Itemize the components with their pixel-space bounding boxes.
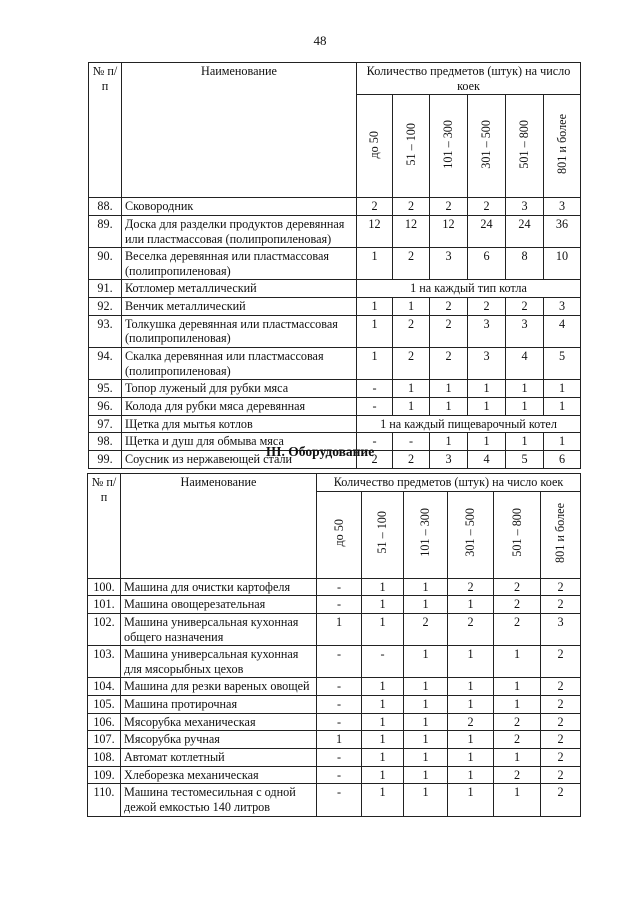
row-name: Машина тестомесильная с одной дежой емкостью 140 литров — [121, 784, 317, 816]
row-value: 2 — [494, 613, 541, 645]
row-value: 1 — [404, 646, 448, 678]
row-value: 1 — [393, 397, 430, 415]
table-row — [88, 749, 581, 767]
row-value: 1 — [404, 749, 448, 767]
row-value: 1 — [357, 298, 393, 316]
row-name: Венчик металлический — [122, 298, 357, 316]
row-value: 2 — [468, 198, 506, 216]
row-name: Автомат котлетный — [121, 749, 317, 767]
header-col-label: 101 – 300 — [418, 508, 433, 558]
row-number: 104. — [88, 678, 121, 696]
row-value: - — [357, 433, 393, 451]
row-number: 93. — [89, 315, 122, 347]
row-name: Мясорубка механическая — [121, 713, 317, 731]
row-value: 1 — [448, 766, 494, 784]
row-value: 1 — [448, 749, 494, 767]
row-value: 1 — [404, 578, 448, 596]
header-col — [506, 95, 544, 198]
row-value: 1 — [404, 678, 448, 696]
row-value: - — [317, 596, 362, 614]
table-row — [88, 731, 581, 749]
header-col-label: 301 – 500 — [463, 508, 478, 558]
row-value: 4 — [468, 450, 506, 468]
row-number: 89. — [89, 215, 122, 247]
row-value: 1 — [393, 298, 430, 316]
table-row — [88, 713, 581, 731]
row-value: 2 — [494, 596, 541, 614]
header-col-label: 501 – 800 — [517, 120, 532, 169]
header-col — [494, 491, 541, 578]
row-number: 91. — [89, 280, 122, 298]
row-value: - — [317, 784, 362, 816]
row-value: 1 — [317, 731, 362, 749]
row-value: 2 — [430, 348, 468, 380]
header-name: Наименование — [122, 63, 357, 198]
row-value: 2 — [448, 578, 494, 596]
table-row — [89, 415, 581, 433]
row-name: Веселка деревянная или пластмассовая (полипропиленовая) — [122, 248, 357, 280]
row-value: 2 — [494, 713, 541, 731]
row-value: 1 — [468, 380, 506, 398]
row-value: 2 — [541, 678, 581, 696]
row-value: 2 — [541, 713, 581, 731]
row-value: 10 — [544, 248, 581, 280]
row-value: 2 — [541, 731, 581, 749]
row-value: 2 — [393, 315, 430, 347]
row-value: 2 — [357, 450, 393, 468]
row-value: 1 — [494, 784, 541, 816]
row-number: 106. — [88, 713, 121, 731]
row-value: 1 — [430, 397, 468, 415]
row-number: 90. — [89, 248, 122, 280]
row-value: 3 — [468, 348, 506, 380]
row-value: 1 — [544, 433, 581, 451]
kitchen-utensils-table — [88, 62, 581, 469]
row-value: 12 — [357, 215, 393, 247]
table-row — [88, 613, 581, 645]
row-value: 1 — [494, 646, 541, 678]
row-value: 1 — [448, 678, 494, 696]
row-value: 5 — [506, 450, 544, 468]
row-number: 100. — [88, 578, 121, 596]
row-value: 12 — [430, 215, 468, 247]
row-value: 3 — [506, 198, 544, 216]
row-value: 2 — [357, 198, 393, 216]
row-value: 8 — [506, 248, 544, 280]
row-number: 105. — [88, 696, 121, 714]
table-row — [89, 397, 581, 415]
table-row — [89, 348, 581, 380]
row-value: 1 — [494, 678, 541, 696]
row-value: 4 — [506, 348, 544, 380]
row-value: - — [317, 713, 362, 731]
row-name: Машина для очистки картофеля — [121, 578, 317, 596]
row-value: 2 — [494, 766, 541, 784]
row-value: - — [362, 646, 404, 678]
row-value: 1 — [544, 397, 581, 415]
row-span-value: 1 на каждый пищеварочный котел — [357, 415, 581, 433]
header-col — [404, 491, 448, 578]
row-value: 1 — [404, 731, 448, 749]
row-value: 2 — [393, 450, 430, 468]
header-col-label: 301 – 500 — [479, 120, 494, 169]
row-value: 1 — [404, 696, 448, 714]
row-value: 36 — [544, 215, 581, 247]
header-col — [430, 95, 468, 198]
header-col — [468, 95, 506, 198]
row-value: - — [357, 380, 393, 398]
row-value: - — [317, 696, 362, 714]
table-row — [89, 215, 581, 247]
row-number: 107. — [88, 731, 121, 749]
header-col-label: 801 и более — [553, 502, 568, 563]
equipment-table — [87, 473, 581, 817]
row-name: Хлеборезка механическая — [121, 766, 317, 784]
row-number: 96. — [89, 397, 122, 415]
row-value: 1 — [362, 749, 404, 767]
row-value: 2 — [541, 749, 581, 767]
header-qty: Количество предметов (штук) на число коек — [357, 63, 581, 95]
table-row — [88, 784, 581, 816]
row-name: Машина универсальная кухонная для мясорыбных цехов — [121, 646, 317, 678]
row-number: 102. — [88, 613, 121, 645]
row-value: 2 — [541, 596, 581, 614]
row-value: - — [317, 766, 362, 784]
row-value: 2 — [430, 315, 468, 347]
row-value: 1 — [506, 433, 544, 451]
row-value: - — [317, 749, 362, 767]
row-value: 3 — [544, 198, 581, 216]
row-name: Скалка деревянная или пластмассовая (полипропиленовая) — [122, 348, 357, 380]
row-name: Толкушка деревянная или пластмассовая (полипропиленовая) — [122, 315, 357, 347]
row-value: 2 — [468, 298, 506, 316]
row-value: 2 — [541, 578, 581, 596]
header-name: Наименование — [121, 474, 317, 579]
row-value: 1 — [357, 315, 393, 347]
page-number: 48 — [313, 33, 327, 48]
row-value: 1 — [362, 784, 404, 816]
row-name: Мясорубка ручная — [121, 731, 317, 749]
row-value: 2 — [541, 784, 581, 816]
section-title: III. Оборудование — [265, 444, 375, 459]
row-value: - — [357, 397, 393, 415]
row-name: Сковородник — [122, 198, 357, 216]
row-name: Машина протирочная — [121, 696, 317, 714]
row-value: - — [317, 578, 362, 596]
row-name: Топор луженый для рубки мяса — [122, 380, 357, 398]
row-value: 3 — [430, 450, 468, 468]
row-value: 3 — [506, 315, 544, 347]
row-value: 2 — [393, 348, 430, 380]
row-number: 103. — [88, 646, 121, 678]
row-value: 2 — [494, 578, 541, 596]
row-value: 12 — [393, 215, 430, 247]
row-value: 5 — [544, 348, 581, 380]
row-value: 2 — [393, 248, 430, 280]
table-row — [88, 696, 581, 714]
row-name: Доска для разделки продуктов деревянная или пластмассовая (полипропиленовая) — [122, 215, 357, 247]
header-num: № п/п — [88, 474, 121, 579]
header-col — [544, 95, 581, 198]
row-value: 1 — [404, 596, 448, 614]
row-value: 1 — [506, 380, 544, 398]
row-value: 1 — [404, 713, 448, 731]
row-name: Машина для резки вареных овощей — [121, 678, 317, 696]
row-value: 2 — [448, 613, 494, 645]
table-row — [89, 248, 581, 280]
row-value: 3 — [430, 248, 468, 280]
row-value: 6 — [544, 450, 581, 468]
row-value: 2 — [506, 298, 544, 316]
row-value: 1 — [430, 380, 468, 398]
row-value: 1 — [362, 766, 404, 784]
row-value: 1 — [448, 646, 494, 678]
header-col — [541, 491, 581, 578]
row-value: 2 — [404, 613, 448, 645]
table-row — [89, 198, 581, 216]
row-value: 1 — [362, 613, 404, 645]
row-value: 3 — [544, 298, 581, 316]
row-number: 108. — [88, 749, 121, 767]
row-number: 95. — [89, 380, 122, 398]
row-value: 3 — [468, 315, 506, 347]
row-value: 1 — [357, 348, 393, 380]
row-number: 88. — [89, 198, 122, 216]
row-name: Машина овощерезательная — [121, 596, 317, 614]
row-value: 1 — [494, 696, 541, 714]
header-col — [362, 491, 404, 578]
row-span-value: 1 на каждый тип котла — [357, 280, 581, 298]
row-value: 1 — [404, 784, 448, 816]
header-col-label: 501 – 800 — [509, 508, 524, 558]
row-name: Щетка и душ для обмыва мяса — [122, 433, 357, 451]
row-name: Котломер металлический — [122, 280, 357, 298]
row-number: 110. — [88, 784, 121, 816]
header-col — [317, 491, 362, 578]
row-number: 101. — [88, 596, 121, 614]
row-number: 94. — [89, 348, 122, 380]
header-col-label: 101 – 300 — [441, 120, 456, 169]
header-qty: Количество предметов (штук) на число коек — [317, 474, 581, 492]
row-value: 2 — [430, 198, 468, 216]
row-value: 1 — [393, 380, 430, 398]
header-col — [393, 95, 430, 198]
header-col — [357, 95, 393, 198]
table-row — [89, 315, 581, 347]
row-value: 1 — [362, 696, 404, 714]
row-name: Машина универсальная кухонная общего назначения — [121, 613, 317, 645]
row-number: 99. — [89, 450, 122, 468]
row-number: 109. — [88, 766, 121, 784]
row-value: 1 — [468, 433, 506, 451]
row-name: Соусник из нержавеющей стали — [122, 450, 357, 468]
row-value: 2 — [541, 766, 581, 784]
header-col-label: 51 – 100 — [375, 511, 390, 555]
header-col-label: до 50 — [331, 519, 346, 547]
row-value: 4 — [544, 315, 581, 347]
row-value: 1 — [430, 433, 468, 451]
row-number: 98. — [89, 433, 122, 451]
table-row — [88, 766, 581, 784]
header-col-label: 51 – 100 — [403, 123, 418, 166]
table-row — [88, 678, 581, 696]
row-value: 2 — [541, 646, 581, 678]
row-value: 1 — [362, 678, 404, 696]
header-num: № п/п — [89, 63, 122, 198]
row-value: 1 — [468, 397, 506, 415]
row-value: - — [317, 646, 362, 678]
row-value: 1 — [448, 596, 494, 614]
row-value: 1 — [357, 248, 393, 280]
row-value: 3 — [541, 613, 581, 645]
row-value: 2 — [494, 731, 541, 749]
row-value: 1 — [448, 731, 494, 749]
row-value: 6 — [468, 248, 506, 280]
row-value: 1 — [362, 731, 404, 749]
row-value: 2 — [541, 696, 581, 714]
row-number: 92. — [89, 298, 122, 316]
row-value: 1 — [404, 766, 448, 784]
header-col-label: 801 и более — [554, 114, 569, 175]
row-value: 2 — [448, 713, 494, 731]
row-value: 1 — [448, 784, 494, 816]
row-value: 1 — [362, 596, 404, 614]
row-value: 1 — [362, 713, 404, 731]
row-value: 1 — [448, 696, 494, 714]
row-value: 1 — [494, 749, 541, 767]
row-value: - — [393, 433, 430, 451]
row-value: - — [317, 678, 362, 696]
row-value: 2 — [430, 298, 468, 316]
row-name: Колода для рубки мяса деревянная — [122, 397, 357, 415]
row-name: Щетка для мытья котлов — [122, 415, 357, 433]
row-value: 2 — [393, 198, 430, 216]
header-col — [448, 491, 494, 578]
row-value: 1 — [506, 397, 544, 415]
row-value: 24 — [506, 215, 544, 247]
row-number: 97. — [89, 415, 122, 433]
table-row — [88, 646, 581, 678]
table-row — [88, 578, 581, 596]
row-value: 24 — [468, 215, 506, 247]
table-row — [88, 596, 581, 614]
table-row — [89, 298, 581, 316]
row-value: 1 — [317, 613, 362, 645]
table-row — [89, 280, 581, 298]
table-row — [89, 380, 581, 398]
row-value: 1 — [544, 380, 581, 398]
row-value: 1 — [362, 578, 404, 596]
header-col-label: до 50 — [367, 130, 382, 159]
